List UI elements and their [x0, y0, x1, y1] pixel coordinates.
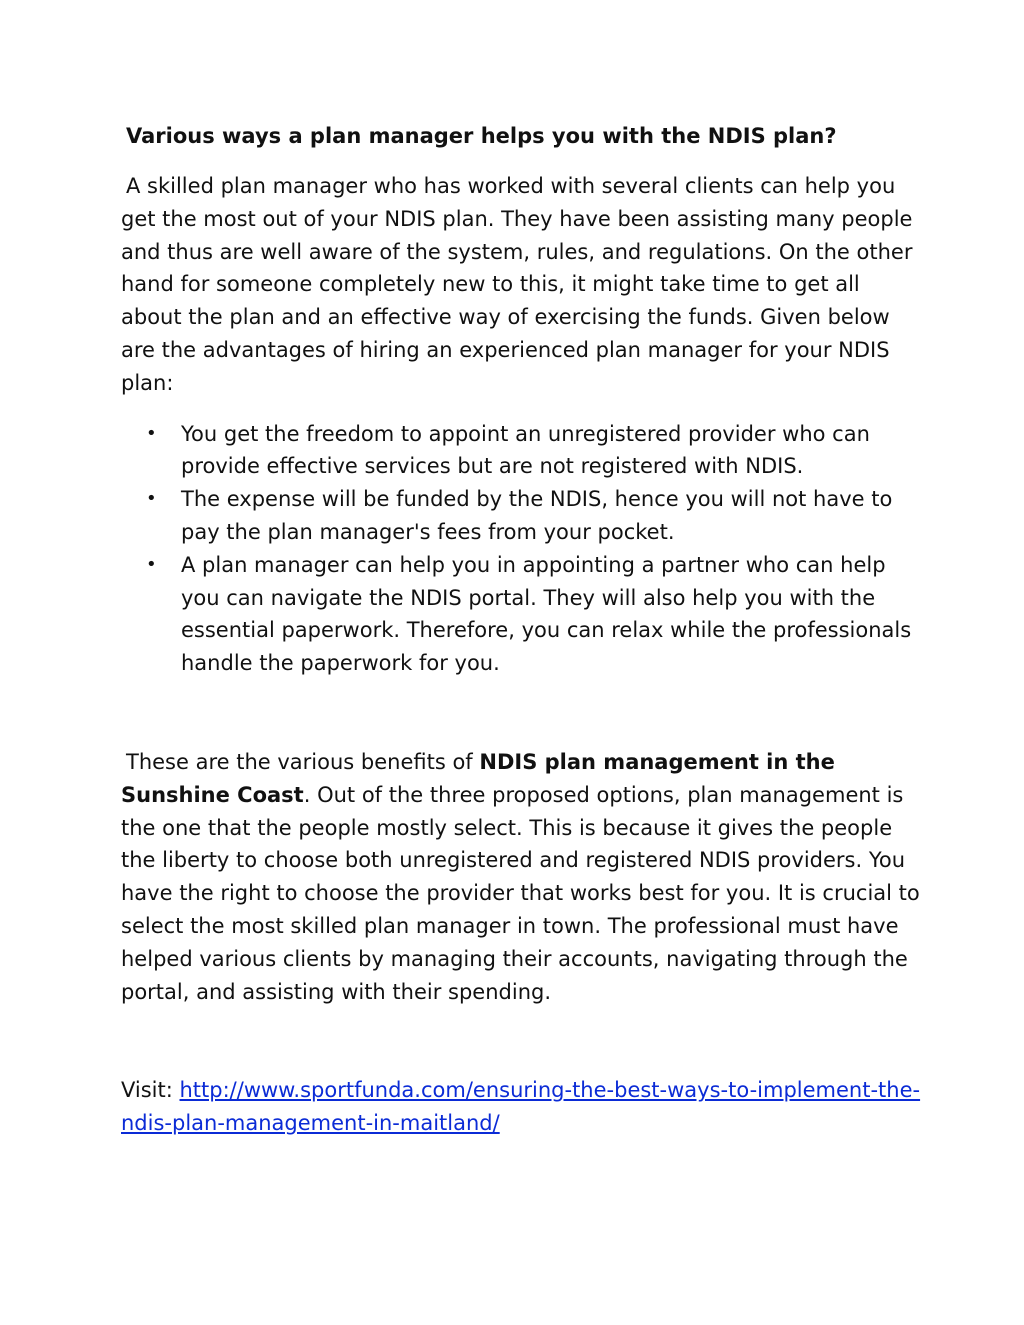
bullet-icon: •: [146, 422, 157, 444]
summary-paragraph: [121, 746, 921, 1008]
document-heading: Various ways a plan manager helps you with the NDIS plan?: [126, 124, 837, 148]
summary-rest: . Out of the three proposed options, plan management is the one that the people mostly select. This is because it gives the people the liberty to choose both unregistered and registered NDIS providers. You have the right to choose the provider that works best for you. It is crucial to select the most skilled plan manager in town. The professional must have helped various clients by managing their accounts, navigating through the portal, and assisting with their spending.: [121, 782, 920, 1004]
list-item: [146, 483, 921, 549]
bullet-icon: •: [146, 488, 157, 510]
benefit-text: You get the freedom to appoint an unregistered provider who can provide effective services but are not registered with NDIS.: [181, 421, 870, 479]
list-item: [146, 418, 921, 484]
summary-keyword: NDIS plan management in the Sunshine Coast: [121, 749, 835, 807]
benefit-text: A plan manager can help you in appointing a partner who can help you can navigate the NDIS portal. They will also help you with the essential paperwork. Therefore, you can relax while the professionals handle the paperwork for you.: [181, 552, 912, 676]
benefit-text: The expense will be funded by the NDIS, hence you will not have to pay the plan manager's fees from your pocket.: [181, 487, 893, 544]
document-body: [121, 120, 921, 1140]
benefits-list: [121, 418, 921, 680]
list-item: [146, 549, 921, 680]
visit-link[interactable]: http://www.sportfunda.com/ensuring-the-best-ways-to-implement-the-ndis-plan-management-in-maitland/: [121, 1078, 921, 1136]
summary-lead: These are the various benefits of: [126, 749, 480, 774]
bullet-icon: •: [146, 553, 157, 575]
visit-label: Visit:: [121, 1078, 180, 1103]
visit-line: [121, 1074, 921, 1140]
intro-paragraph: A skilled plan manager who has worked with several clients can help you get the most out of your NDIS plan. They have been assisting many people and thus are well aware of the system, rules, and regulations. On the other hand for someone completely new to this, it might take time to get all about the plan and an effective way of exercising the funds. Given below are the advantages of hiring an experienced plan manager for your NDIS plan:: [121, 174, 913, 395]
